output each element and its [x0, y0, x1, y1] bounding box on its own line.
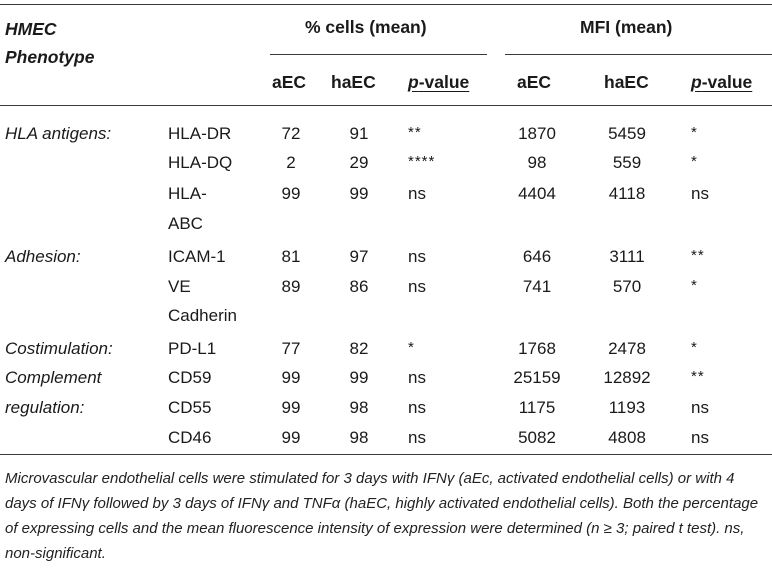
marker-label: CD55	[168, 398, 212, 417]
category-label: Complement	[5, 368, 102, 387]
mfi-group-rule	[505, 54, 772, 55]
cells-aec-value: 81	[281, 247, 301, 266]
cells-pvalue: ns	[408, 368, 426, 387]
cells-haec-header: haEC	[331, 72, 376, 92]
mfi-group-header: MFI (mean)	[580, 17, 673, 37]
header-bottom-rule	[0, 105, 772, 106]
cells-pvalue: **	[408, 124, 422, 141]
cells-pvalue: ns	[408, 247, 426, 266]
cells-pvalue: ns	[408, 184, 426, 203]
mfi-aec-value: 1870	[518, 124, 556, 143]
marker-label: CD59	[168, 368, 212, 387]
cells-aec-value: 2	[286, 153, 296, 172]
cells-pvalue-header	[408, 72, 469, 93]
mfi-haec-value: 12892	[603, 368, 651, 387]
cells-haec-value: 98	[349, 398, 369, 417]
cells-haec-value: 99	[349, 368, 369, 387]
cells-haec-value: 98	[349, 428, 369, 447]
cells-haec-value: 29	[349, 153, 369, 172]
cells-aec-value: 99	[281, 398, 301, 417]
cells-haec-value: 97	[349, 247, 369, 266]
cells-pvalue: ****	[408, 153, 436, 170]
mfi-pvalue-header	[691, 72, 752, 93]
marker-label: CD46	[168, 428, 212, 447]
mfi-pvalue: *	[691, 277, 698, 294]
cells-aec-header: aEC	[272, 72, 307, 92]
cells-haec-value: 91	[349, 124, 369, 143]
mfi-pvalue-p: p	[691, 72, 702, 92]
mfi-aec-header: aEC	[517, 72, 552, 92]
cells-pvalue: ns	[408, 277, 426, 296]
category-label: Costimulation:	[5, 339, 113, 358]
cells-group-rule	[270, 54, 487, 55]
table-footnote: Microvascular endothelial cells were stimulated for 3 days with IFNγ (aEc, activated endothelial cells) or with 4 days of IFNγ followed by 3 days of IFNγ and TNFα (haEC, highly activated endothelial cells). Both the percentage of expressing cells and the mean fluorescence intensity of expression were determined (n ≥ 3; paired t test). ns, non-significant.	[5, 470, 759, 562]
mfi-aec-value: 1175	[518, 398, 556, 417]
marker-label-line2: Cadherin	[168, 306, 237, 325]
cells-haec-value: 82	[349, 339, 369, 358]
cells-pvalue-p: p	[408, 72, 419, 92]
mfi-haec-value: 559	[612, 153, 642, 172]
marker-label: HLA-DR	[168, 124, 232, 143]
mfi-pvalue-rest: -value	[701, 72, 753, 92]
cells-pvalue: ns	[408, 398, 426, 417]
marker-label: VE	[168, 277, 191, 296]
mfi-pvalue: **	[691, 368, 705, 385]
mfi-aec-value: 4404	[518, 184, 556, 203]
cells-pvalue: *	[408, 339, 415, 356]
marker-label: HLA-	[168, 184, 207, 203]
category-label-line2: regulation:	[5, 398, 85, 417]
cells-aec-value: 77	[281, 339, 301, 358]
cells-haec-value: 99	[349, 184, 369, 203]
mfi-pvalue: *	[691, 153, 698, 170]
mfi-haec-value: 2478	[608, 339, 646, 358]
mfi-pvalue: *	[691, 339, 698, 356]
mfi-aec-value: 1768	[518, 339, 556, 358]
table-bottom-rule	[0, 454, 772, 455]
mfi-aec-value: 741	[522, 277, 552, 296]
mfi-haec-value: 4118	[608, 184, 646, 203]
category-label: HLA antigens:	[5, 124, 112, 143]
mfi-pvalue: *	[691, 124, 698, 141]
mfi-pvalue: ns	[691, 428, 709, 447]
mfi-haec-value: 4808	[608, 428, 646, 447]
mfi-haec-value: 1193	[608, 398, 646, 417]
cells-aec-value: 99	[281, 428, 301, 447]
phenotype-header-line2: Phenotype	[5, 47, 95, 67]
mfi-aec-value: 646	[522, 247, 552, 266]
mfi-pvalue: **	[691, 247, 705, 264]
marker-label-line2: ABC	[168, 214, 203, 233]
phenotype-header-line1: HMEC	[5, 19, 57, 39]
top-rule	[0, 4, 772, 5]
mfi-pvalue: ns	[691, 184, 709, 203]
marker-label: HLA-DQ	[168, 153, 233, 172]
marker-label: PD-L1	[168, 339, 217, 358]
mfi-aec-value: 25159	[513, 368, 561, 387]
cells-pvalue: ns	[408, 428, 426, 447]
mfi-haec-header: haEC	[604, 72, 649, 92]
mfi-pvalue: ns	[691, 398, 709, 417]
mfi-haec-value: 570	[612, 277, 642, 296]
cells-aec-value: 99	[281, 184, 301, 203]
mfi-aec-value: 98	[527, 153, 547, 172]
marker-label: ICAM-1	[168, 247, 226, 266]
cells-aec-value: 99	[281, 368, 301, 387]
cells-haec-value: 86	[349, 277, 369, 296]
category-label: Adhesion:	[5, 247, 81, 266]
cells-aec-value: 89	[281, 277, 301, 296]
cells-aec-value: 72	[281, 124, 301, 143]
cells-group-header: % cells (mean)	[305, 17, 427, 37]
mfi-aec-value: 5082	[518, 428, 556, 447]
mfi-haec-value: 5459	[608, 124, 646, 143]
cells-pvalue-rest: -value	[418, 72, 470, 92]
mfi-haec-value: 3111	[609, 247, 645, 266]
